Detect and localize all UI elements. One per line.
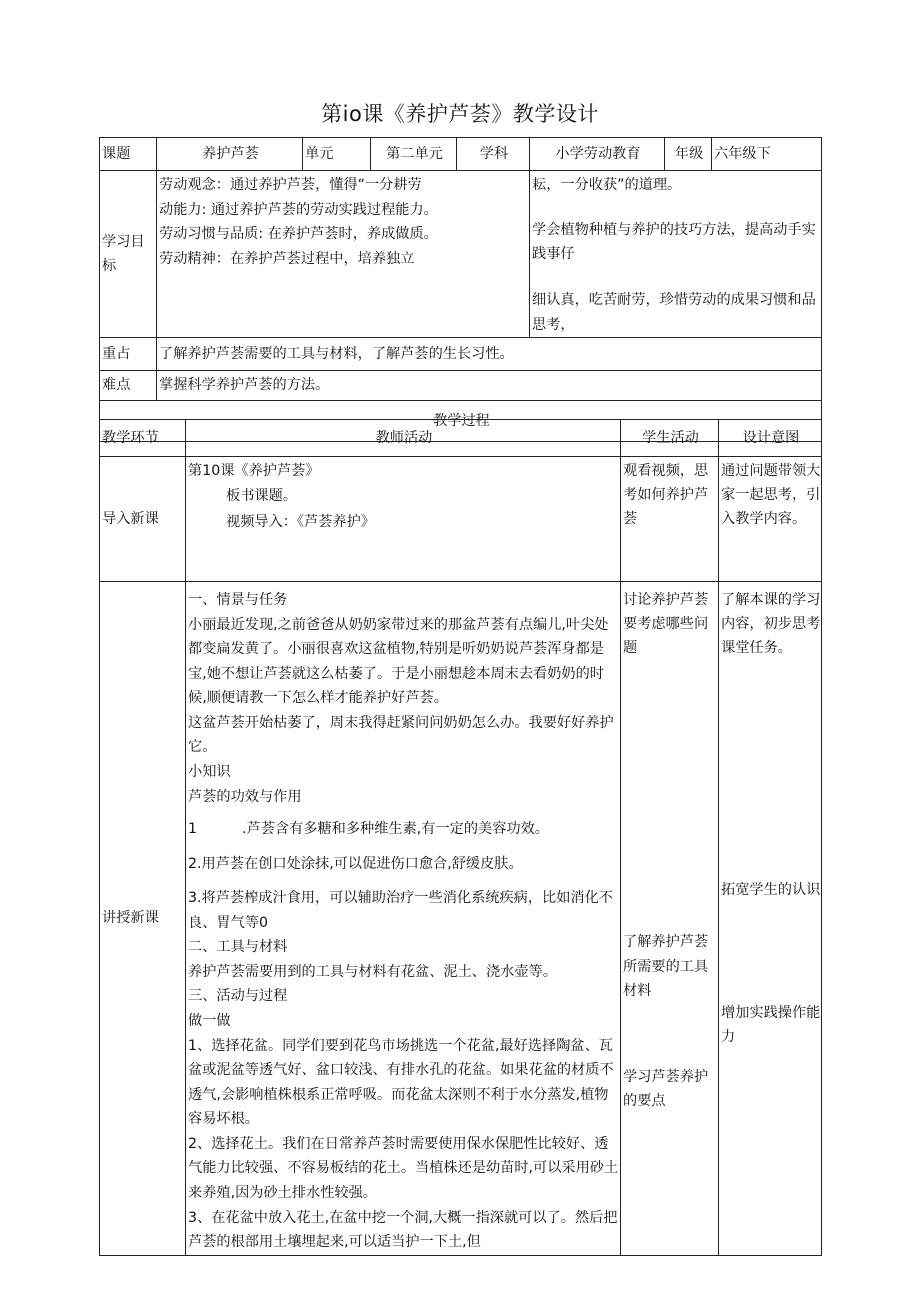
intro-student: 观看视频，思考如何养护芦荟 <box>621 457 719 582</box>
goal-line: 劳动观念：通过养护芦荟，懂得“一分耕劳 <box>159 177 422 193</box>
paragraph: 2、选择花土。我们在日常养芦荟时需要使用保水保肥性比较好、透气能力比较强、不容易板结的花土。当植株还是幼苗时,可以采用砂土来养殖,因为砂土排水性较强。 <box>188 1135 619 1201</box>
teaching-process-table <box>99 419 822 1256</box>
fact-item <box>188 817 620 842</box>
difficulty-text: 掌握科学养护芦荟的方法。 <box>157 370 822 400</box>
design-intent: 拓宽学生的认识 <box>721 882 821 899</box>
intro-stage: 导入新课 <box>100 457 186 582</box>
goals-label: 学习目标 <box>100 171 157 338</box>
lesson-stage: 讲授新课 <box>100 582 186 1256</box>
student-activity: 学习芦荟养护的要点 <box>623 1068 709 1109</box>
paragraph: 3、在花盆中放入花土,在盆中挖一个洞,大概一指深就可以了。然后把芦荟的根部用土壤埋起来,可以适当护一下土,但 <box>188 1209 618 1251</box>
col-intent: 设计意图 <box>719 420 822 457</box>
unit-value: 第二单元 <box>371 138 457 171</box>
fact-item: 2.用芦荟在创口处涂抹,可以促进伤口愈合,舒缓皮肤。 <box>188 855 523 872</box>
paragraph: 这盆芦荟开始枯萎了，周末我得赶紧问问奶奶怎么办。我要好好养护它。 <box>188 714 614 756</box>
paragraph: 1、选择花盆。同学们要到花鸟市场挑选一个花盆,最好选择陶盆、瓦盆或泥盆等透气好、盆口较浅、有排水孔的花盆。如果花盆的材质不透气,会影响植株根系正常呼吸。而花盆太深则不利于水分蒸发,植物容易坏根。 <box>188 1037 614 1128</box>
section-heading: 芦荟的功效与作用 <box>188 788 302 805</box>
page-title: 第io课《养护芦荟》教学设计 <box>321 102 599 126</box>
teacher-line: 视频导入：《芦荟养护》 <box>226 513 375 530</box>
key-point-text: 了解养护芦荟需要的工具与材料，了解芦荟的生长习性。 <box>157 337 822 370</box>
goal-line: 细认真，吃苦耐劳，珍惜劳动的成果习惯和品思考， <box>532 292 816 333</box>
col-stage: 教学环节 <box>100 420 186 457</box>
goal-line: 耘，一分收获”的道理。 <box>532 177 682 193</box>
difficulty-label: 难点 <box>100 370 157 400</box>
intro-intent: 通过问题带领大家一起思考，引入教学内容。 <box>719 457 822 582</box>
grade-label: 年级 <box>665 138 712 171</box>
teacher-line: 第10课《养护芦荟》 <box>188 463 320 479</box>
fact-text: .芦荟含有多糖和多种维生素,有一定的美容功效。 <box>242 821 549 838</box>
col-student: 学生活动 <box>621 420 719 457</box>
student-activity: 讨论养护芦荟要考虑哪些问题 <box>623 592 709 657</box>
lesson-info-table <box>99 137 822 442</box>
goals-right-cell <box>530 171 822 338</box>
intro-teacher-cell <box>186 457 621 582</box>
fact-item: 3.将芦荟榨成汁食用，可以辅助治疗一些消化系统疾病，比如消化不良、胃气等0 <box>188 890 613 931</box>
subject-label: 学科 <box>457 138 530 171</box>
section-heading: 三、活动与过程 <box>188 988 288 1005</box>
section-heading: 一、情景与任务 <box>188 592 288 608</box>
unit-label: 单元 <box>303 138 371 171</box>
goals-left-cell <box>157 171 530 338</box>
course-label: 课题 <box>100 138 157 171</box>
lesson-teacher-cell <box>186 582 621 1256</box>
section-heading: 小知识 <box>188 763 231 780</box>
fact-number: 1 <box>188 821 198 838</box>
goal-line: 动能力: 通过养护芦荟的劳动实践过程能力。 <box>159 201 438 218</box>
paragraph: 养护芦荟需要用到的工具与材料有花盆、泥土、浇水壶等。 <box>188 963 557 980</box>
section-heading: 二、工具与材料 <box>188 939 288 956</box>
course-value: 养护芦荟 <box>157 138 303 171</box>
design-intent: 了解本课的学习内容，初步思考课堂任务。 <box>721 592 821 657</box>
lesson-student-cell <box>621 582 719 1256</box>
goal-line: 劳动精神：在养护芦荟过程中，培养独立 <box>159 250 415 267</box>
grade-value: 六年级下 <box>712 138 822 171</box>
key-point-label: 重占 <box>100 337 157 370</box>
lesson-intent-cell <box>719 582 822 1256</box>
goal-line: 劳动习惯与品质: 在养护芦荟时，养成做质。 <box>159 226 438 243</box>
process-heading: 教学过程 <box>100 400 822 441</box>
col-teacher: 教师活动 <box>186 420 621 457</box>
student-activity: 了解养护芦荟所需要的工具材料 <box>623 934 709 999</box>
subject-value: 小学劳动教育 <box>530 138 665 171</box>
teacher-line: 板书课题。 <box>226 488 297 505</box>
design-intent: 增加实践操作能力 <box>721 1004 821 1045</box>
paragraph: 小丽最近发现,之前爸爸从奶奶家带过来的那盆芦荟有点编儿,叶尖处都变扁发黄了。小丽很喜欢这盆植物,特别是听奶奶说芦荟浑身都是宝,她不想让芦荟就这么枯萎了。于是小丽想趁本周末去看奶奶的时候,顺便请教一下怎么样才能养护好芦荟。 <box>188 616 609 707</box>
goal-line: 学会植物种植与养护的技巧方法，提高动手实践事仔 <box>532 222 816 263</box>
section-heading: 做一做 <box>188 1013 231 1029</box>
